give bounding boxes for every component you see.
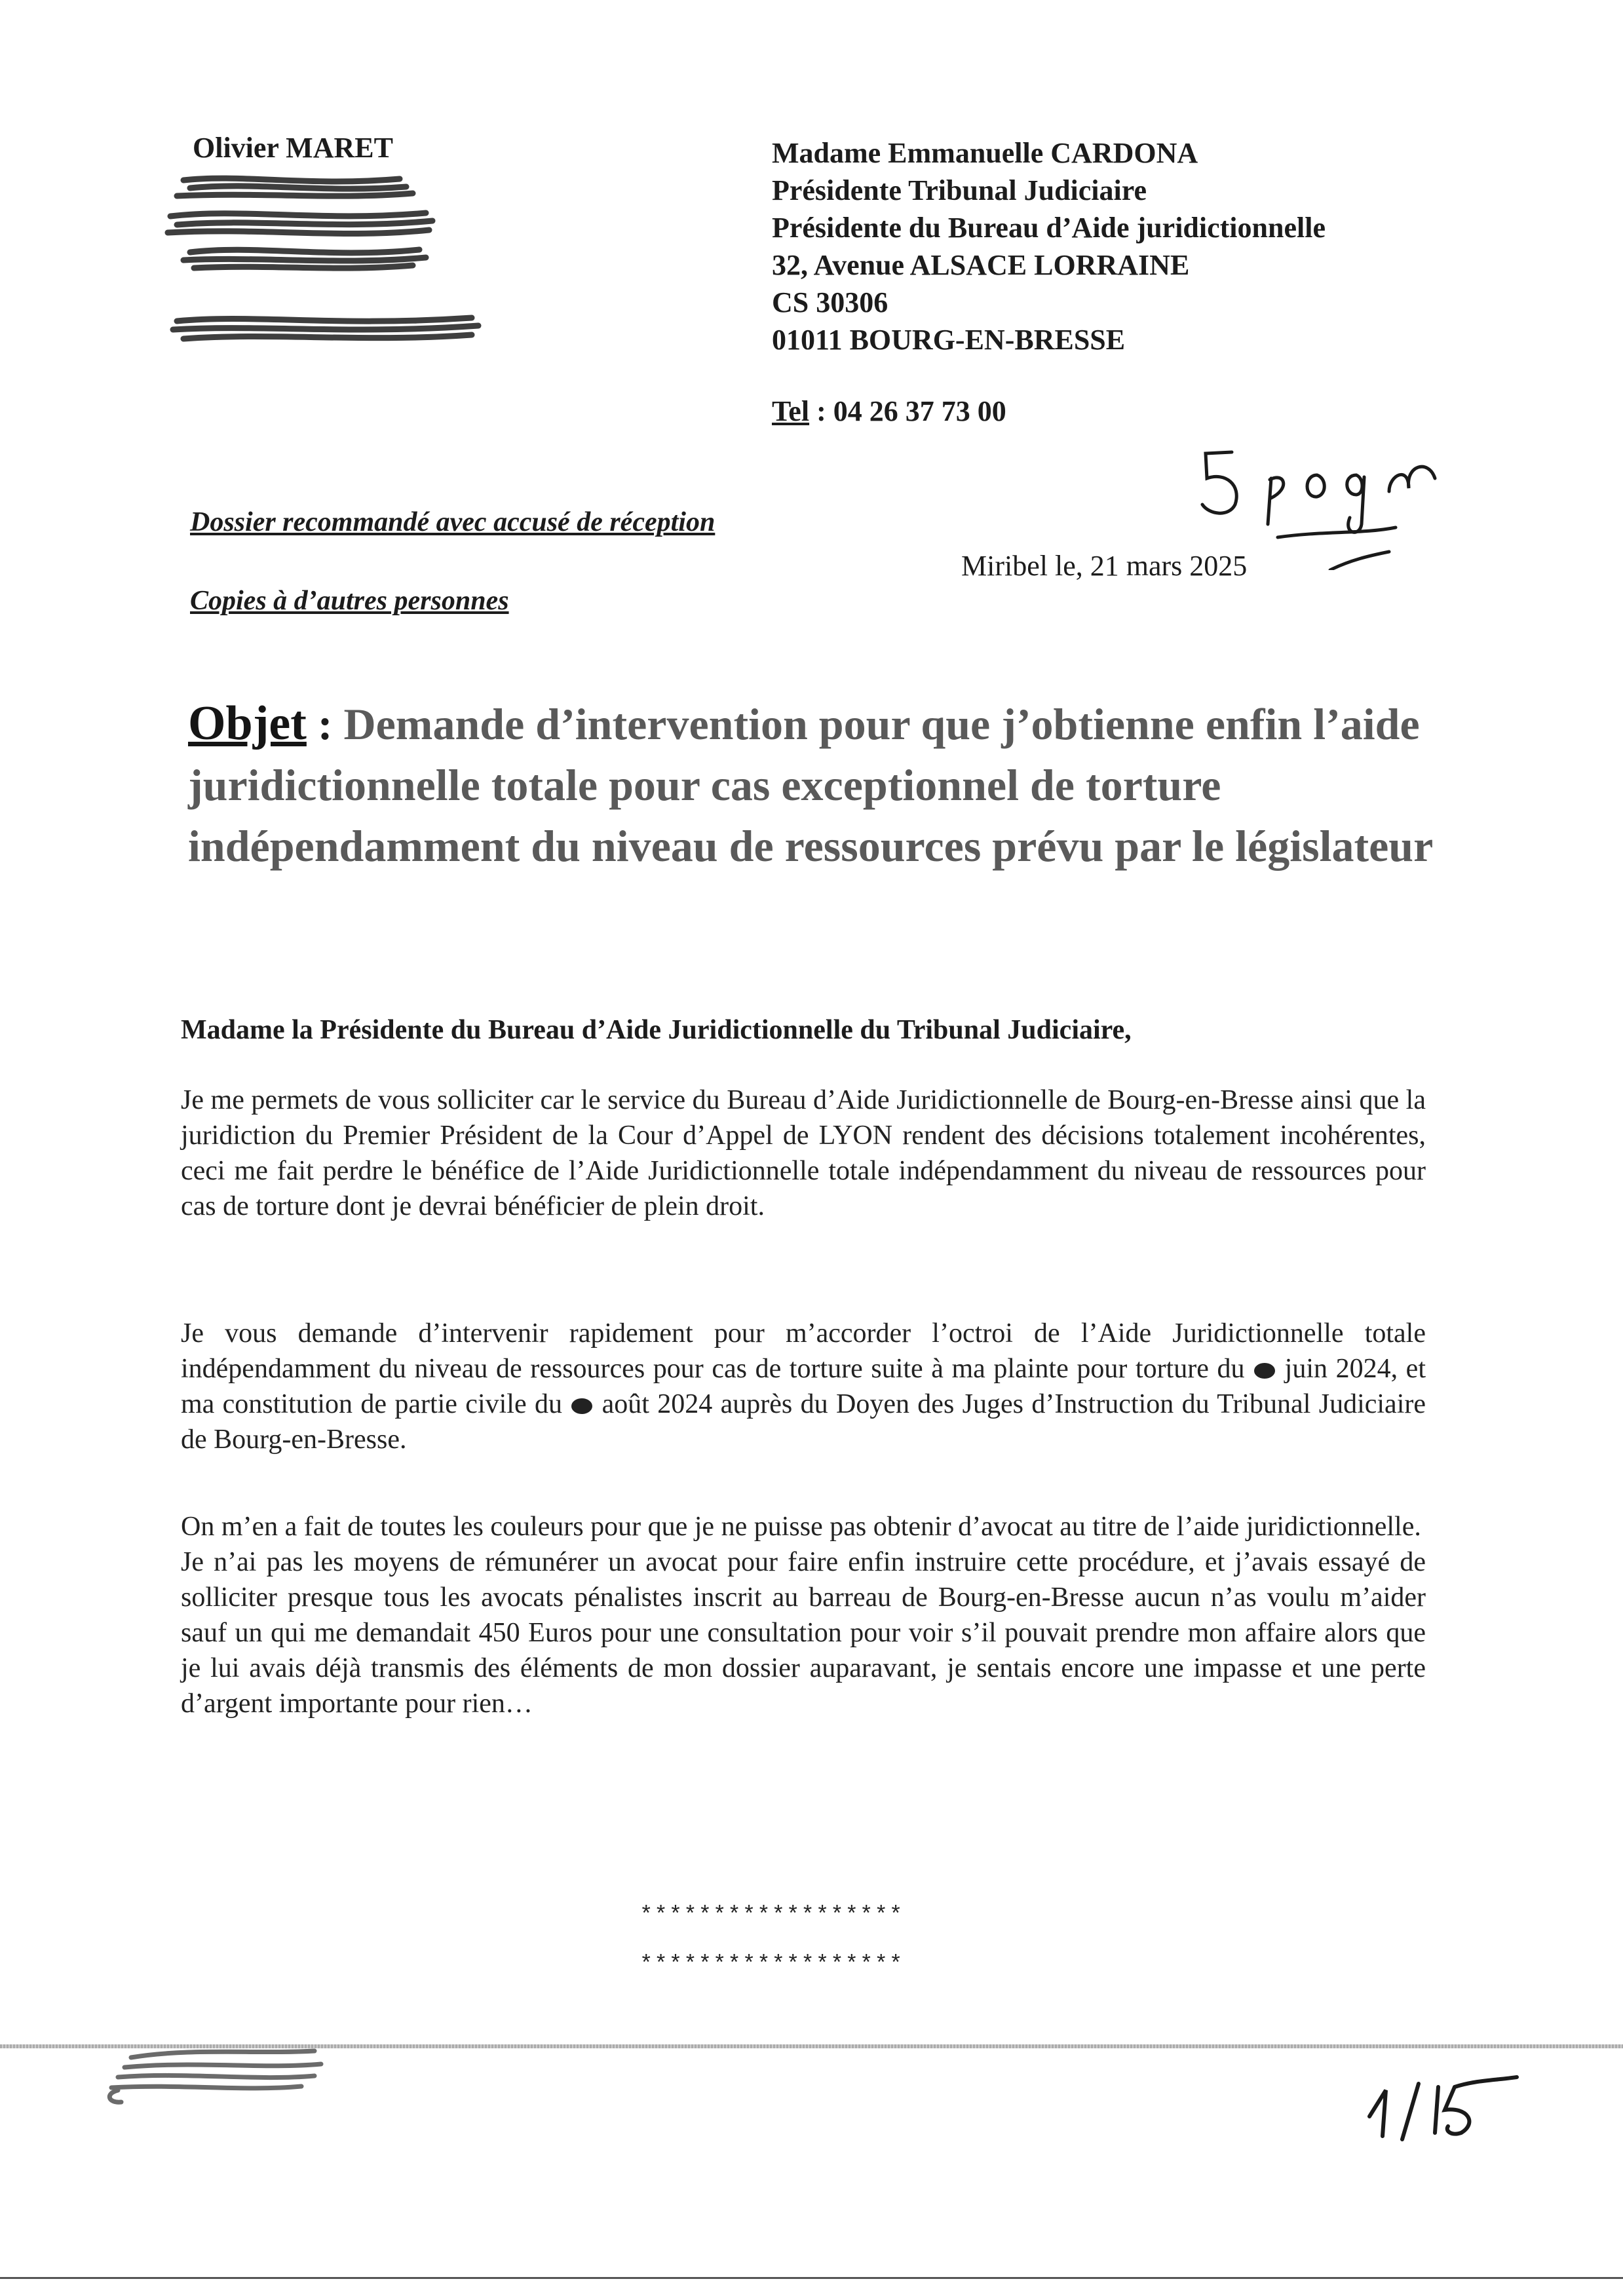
recipient-line: CS 30306 — [772, 286, 888, 318]
tel-label: Tel — [772, 395, 810, 427]
subject-block — [188, 693, 1440, 877]
star-separator: ****************** — [640, 1953, 904, 1978]
star-separator: ****************** — [640, 1904, 904, 1928]
redacted-footer-signature — [92, 2038, 341, 2110]
tel-value: : 04 26 37 73 00 — [809, 395, 1006, 427]
subject-text: Demande d’intervention pour que j’obtienne enfin l’aide juridictionnelle totale pour cas exceptionnel de torture indépendamment du niveau de ressources prévu par le législateur — [188, 699, 1434, 871]
paragraph-text: août 2024 auprès du Doyen des Juges d’Instruction du Tribunal Judiciaire de Bourg-en-Bresse. — [181, 1389, 1426, 1455]
redacted-sender-address — [164, 167, 505, 357]
subject-separator: : — [306, 699, 344, 749]
salutation: Madame la Présidente du Bureau d’Aide Juridictionnelle du Tribunal Judiciaire, — [181, 1015, 1132, 1045]
paragraph-text: Je vous demande d’intervenir rapidement pour m’accorder l’octroi de l’Aide Juridictionnelle totale indépendamment du niveau de ressources pour cas de torture suite à ma plainte pour torture du — [181, 1318, 1426, 1384]
recipient-line: 32, Avenue ALSACE LORRAINE — [772, 249, 1190, 281]
redacted-date-blot — [1253, 1360, 1276, 1381]
recipient-line: Présidente Tribunal Judiciaire — [772, 174, 1147, 206]
dossier-note: Dossier recommandé avec accusé de réception — [190, 507, 716, 537]
body-paragraph — [181, 1509, 1426, 1721]
date-line: Miribel le, 21 mars 2025 — [961, 550, 1248, 582]
paragraph-text: Je n’ai pas les moyens de rémunérer un avocat pour faire enfin instruire cette procédure, et j’avais essayé de solliciter presque tous les avocats pénalistes inscrit au barreau de Bourg-en-Bresse aucun n’as voulu m’aider sauf un qui me demandait 450 Euros pour une consultation pour voir s’il pouvait prendre mon affaire alors que je lui avais déjà transmis des éléments de mon dossier auparavant, je sentais encore une impasse et une perte d’argent importante pour rien… — [181, 1547, 1426, 1719]
sender-name: Olivier MARET — [193, 132, 393, 164]
paragraph-text: juin 2024, et ma constitution de partie civile du — [181, 1354, 1426, 1419]
redacted-date-blot — [570, 1396, 594, 1417]
recipient-phone — [772, 394, 1006, 428]
recipient-line: Madame Emmanuelle CARDONA — [772, 137, 1198, 169]
body-paragraph — [181, 1316, 1426, 1457]
recipient-line: 01011 BOURG-EN-BRESSE — [772, 324, 1126, 356]
recipient-block — [772, 134, 1326, 358]
bottom-border — [0, 2277, 1623, 2279]
copies-note: Copies à d’autres personnes — [190, 586, 509, 616]
subject-label: Objet — [188, 697, 307, 750]
body-paragraph: Je me permets de vous solliciter car le service du Bureau d’Aide Juridictionnelle de Bourg-en-Bresse ainsi que la juridiction du Premier Président de la Cour d’Appel de LYON rendent des décisions totalement incohérentes, ceci me fait perdre le bénéfice de l’Aide Juridictionnelle totale indépendamment du niveau de ressources pour cas de torture dont je devrai bénéficier de plein droit. — [181, 1085, 1426, 1221]
recipient-line: Présidente du Bureau d’Aide juridictionnelle — [772, 212, 1326, 244]
handwritten-page-number — [1356, 2071, 1527, 2143]
paragraph-text: On m’en a fait de toutes les couleurs pour que je ne puisse pas obtenir d’avocat au titre de l’aide juridictionnelle. — [181, 1512, 1421, 1542]
